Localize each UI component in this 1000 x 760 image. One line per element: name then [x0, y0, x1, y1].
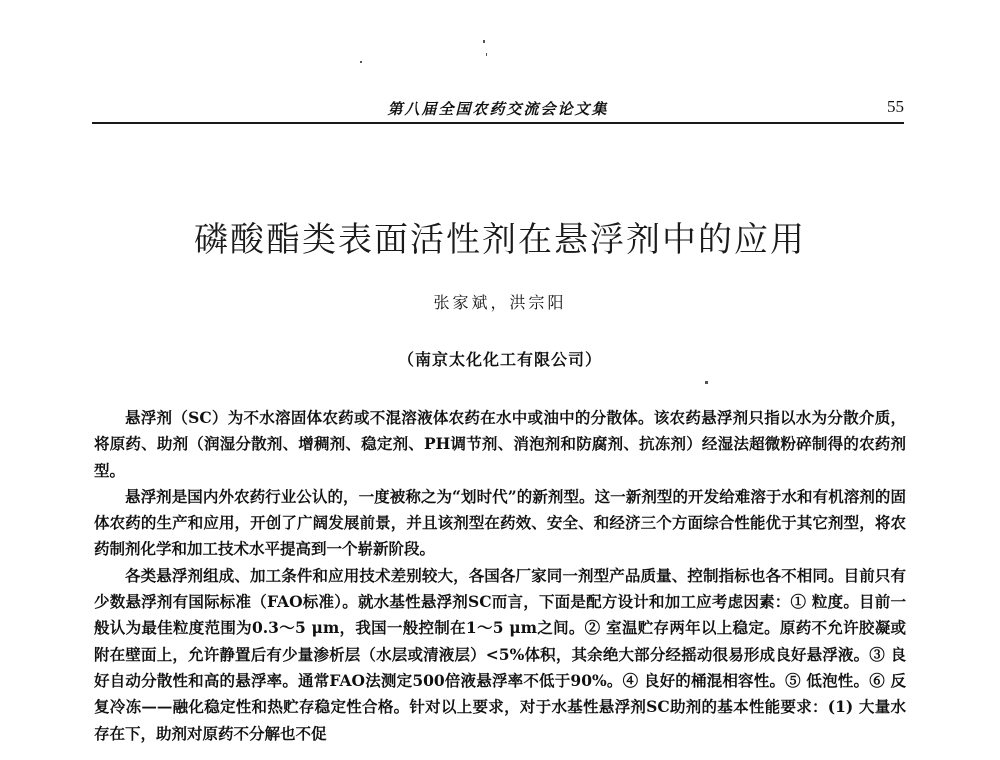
running-header [92, 98, 904, 124]
scan-speck [483, 40, 485, 43]
paragraph: 各类悬浮剂组成、加工条件和应用技术差别较大，各国各厂家同一剂型产品质量、控制指标也各不相同。目前只有少数悬浮剂有国际标准（FAO标准）。就水基性悬浮剂SC而言，下面是配方设计和加工应考虑因素：① 粒度。目前一般认为最佳粒度范围为0.3～5 μm，我国一般控制在1～5 μm之间。② 室温贮存两年以上稳定。原药不允许胶凝或附在壁面上，允许静置后有少量渗析层（水层或清液层）<5%体积，其余绝大部分经摇动很易形成良好悬浮液。③ 良好自动分散性和高的悬浮率。通常FAO法测定500倍液悬浮率不低于90%。④ 良好的桶混相容性。⑤ 低泡性。⑥ 反复冷冻——融化稳定性和热贮存稳定性合格。针对以上要求，对于水基性悬浮剂SC助剂的基本性能要求：(1) 大量水存在下，助剂对原药不分解也不促 [94, 565, 906, 743]
running-title: 第八届全国农药交流会论文集 [387, 100, 609, 118]
body-text [94, 405, 906, 747]
authors: 张家斌，洪宗阳 [433, 293, 567, 312]
paragraph: 悬浮剂是国内外农药行业公认的，一度被称之为“划时代”的新剂型。这一新剂型的开发给难溶于水和有机溶剂的固体农药的生产和应用，开创了广阔发展前景，并且该剂型在药效、安全、和经济三个方面综合性能优于其它剂型，将农药制剂化学和加工技术水平提高到一个崭新阶段。 [94, 486, 906, 559]
paragraph: 悬浮剂（SC）为不水溶固体农药或不混溶液体农药在水中或油中的分散体。该农药悬浮剂只指以水为分散介质，将原药、助剂（润湿分散剂、增稠剂、稳定剂、PH调节剂、消泡剂和防腐剂、抗冻剂）经湿法超微粉碎制得的农药剂型。 [94, 408, 906, 480]
affiliation: （南京太化化工有限公司） [397, 350, 602, 369]
scan-speck [360, 61, 362, 63]
scan-speck [486, 53, 487, 56]
paper-title: 磷酸酯类表面活性剂在悬浮剂中的应用 [194, 220, 806, 260]
page-number: 55 [887, 97, 904, 116]
scan-speck [705, 381, 708, 384]
